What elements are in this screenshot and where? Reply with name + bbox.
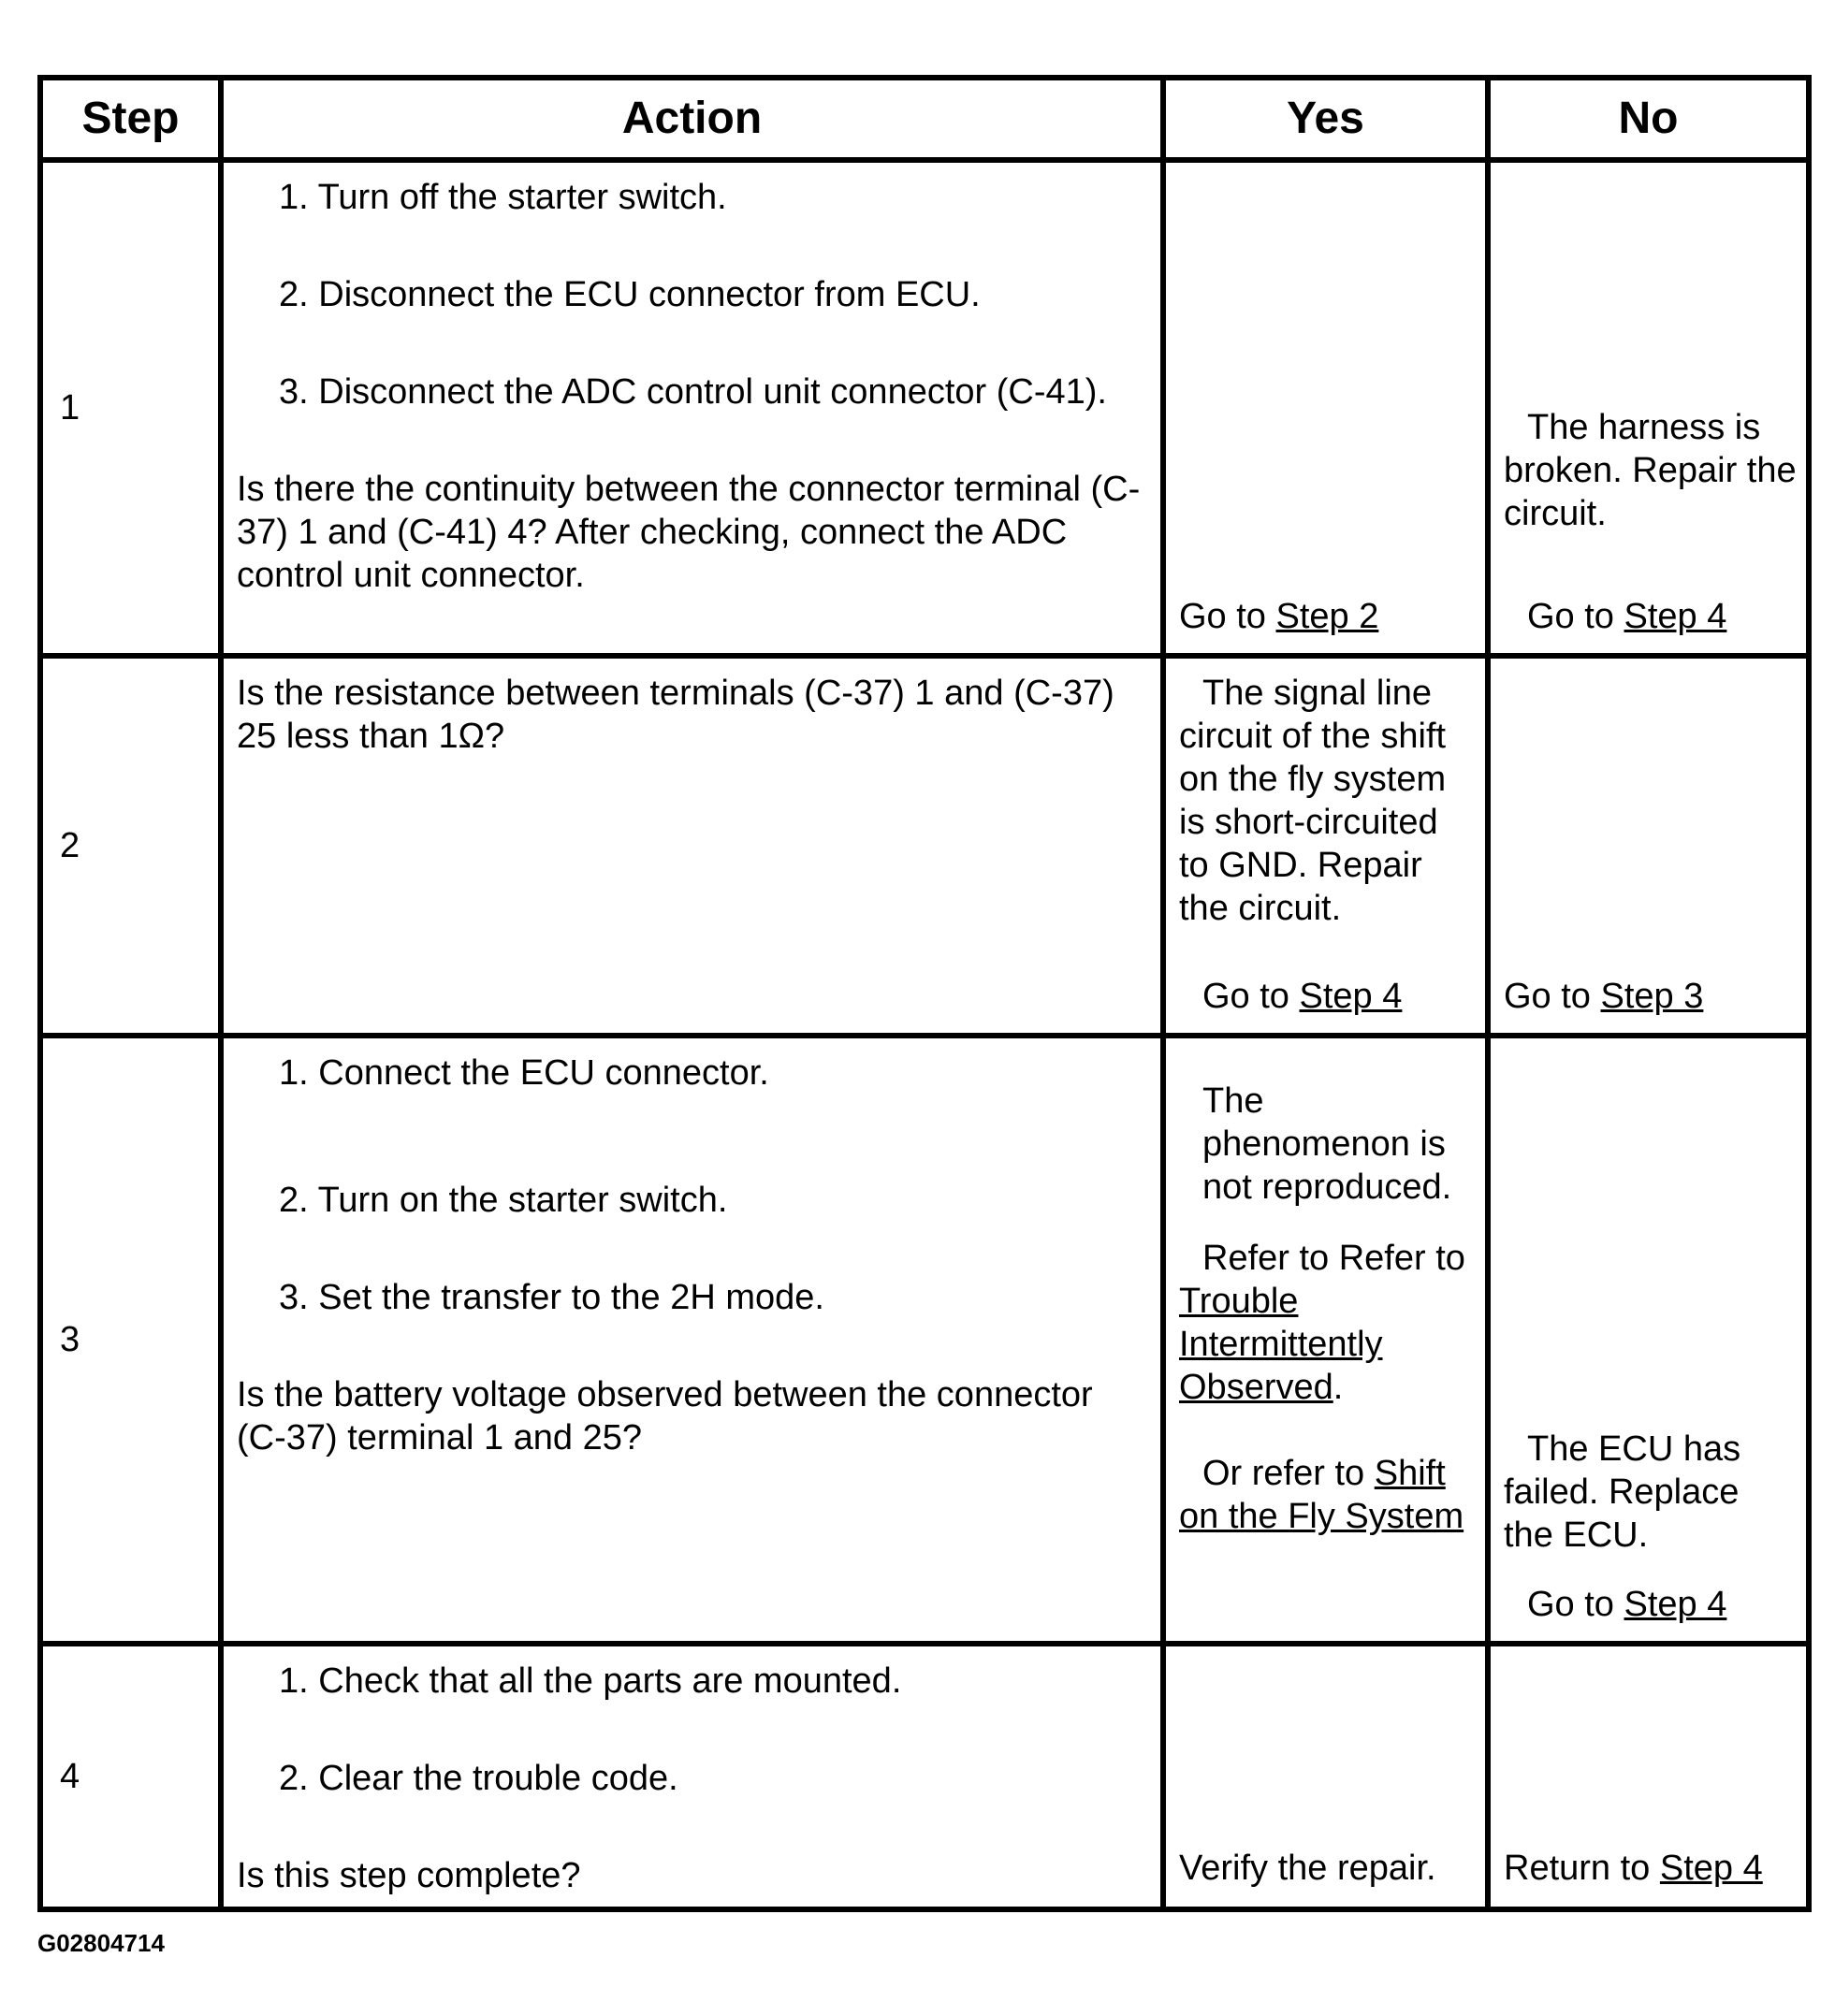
step-number: 3 (40, 1036, 221, 1644)
yes-cell (1163, 160, 1488, 656)
action-cell (221, 160, 1163, 656)
figure-id: G02804714 (37, 1929, 165, 1957)
no-cell (1488, 656, 1809, 1036)
action-cell (221, 1036, 1163, 1644)
yes-cell (1163, 1036, 1488, 1644)
no-cell (1488, 1036, 1809, 1644)
header-step: Step (40, 78, 221, 160)
question-text: Is the resistance between terminals (C-37) 1 and (C-37) 25 less than 1Ω? (237, 674, 1114, 756)
action-cell (221, 656, 1163, 1036)
step-link[interactable]: Step 4 (1299, 977, 1403, 1016)
no-cell (1488, 1644, 1809, 1909)
action-item: 2. Clear the trouble code. (279, 1759, 678, 1798)
step-number: 4 (40, 1644, 221, 1909)
goto-prefix: Go to (1527, 1585, 1624, 1624)
shift-on-the-fly-system-link[interactable]: Shift on the Fly System (1179, 1454, 1464, 1536)
yes-cell (1163, 656, 1488, 1036)
step-link[interactable]: Step 3 (1600, 977, 1704, 1016)
step-link[interactable]: Step 4 (1624, 1585, 1727, 1624)
refer-prefix: Refer to Refer to (1202, 1239, 1465, 1278)
table-row (40, 1036, 1809, 1644)
table-row (40, 1644, 1809, 1909)
no-result-text: The harness is broken. Repair the circuit. (1504, 408, 1797, 533)
yes-result-text: The phenomenon is not reproduced. (1202, 1081, 1452, 1207)
yes-cell (1163, 1644, 1488, 1909)
goto-prefix: Go to (1179, 597, 1276, 636)
question-text: Is there the continuity between the connector terminal (C-37) 1 and (C-41) 4? After checking, connect the ADC control unit connector. (237, 470, 1141, 595)
yes-result-text: Verify the repair. (1179, 1849, 1436, 1888)
table-row (40, 656, 1809, 1036)
step-link[interactable]: Step 2 (1275, 597, 1379, 636)
action-item: 1. Check that all the parts are mounted. (279, 1661, 902, 1701)
table-row (40, 160, 1809, 656)
or-refer-prefix: Or refer to (1202, 1454, 1375, 1493)
step-number: 2 (40, 656, 221, 1036)
yes-result-text: The signal line circuit of the shift on the fly system is short-circuited to GND. Repair the circuit. (1179, 674, 1447, 928)
refer-suffix: . (1333, 1368, 1344, 1407)
question-text: Is this step complete? (237, 1856, 581, 1895)
action-item: 3. Disconnect the ADC control unit connector (C-41). (279, 372, 1107, 412)
goto-prefix: Go to (1527, 597, 1624, 636)
action-cell (221, 1644, 1163, 1909)
question-text: Is the battery voltage observed between the connector (C-37) terminal 1 and 25? (237, 1375, 1093, 1458)
no-result-text: The ECU has failed. Replace the ECU. (1504, 1429, 1741, 1555)
action-item: 1. Connect the ECU connector. (279, 1053, 769, 1093)
return-prefix: Return to (1504, 1849, 1660, 1888)
step-number: 1 (40, 160, 221, 656)
header-row (40, 78, 1809, 160)
action-item: 2. Turn on the starter switch. (279, 1181, 728, 1220)
trouble-intermittently-observed-link[interactable]: Trouble Intermittently Observed (1179, 1282, 1383, 1407)
step-link[interactable]: Step 4 (1624, 597, 1727, 636)
action-item: 2. Disconnect the ECU connector from ECU. (279, 275, 981, 314)
diagnostic-table (37, 75, 1812, 1912)
step-link[interactable]: Step 4 (1659, 1849, 1763, 1888)
action-item: 1. Turn off the starter switch. (279, 178, 727, 217)
action-item: 3. Set the transfer to the 2H mode. (279, 1278, 824, 1317)
header-no: No (1488, 78, 1809, 160)
goto-prefix: Go to (1504, 977, 1601, 1016)
header-action: Action (221, 78, 1163, 160)
no-cell (1488, 160, 1809, 656)
header-yes: Yes (1163, 78, 1488, 160)
goto-prefix: Go to (1202, 977, 1300, 1016)
